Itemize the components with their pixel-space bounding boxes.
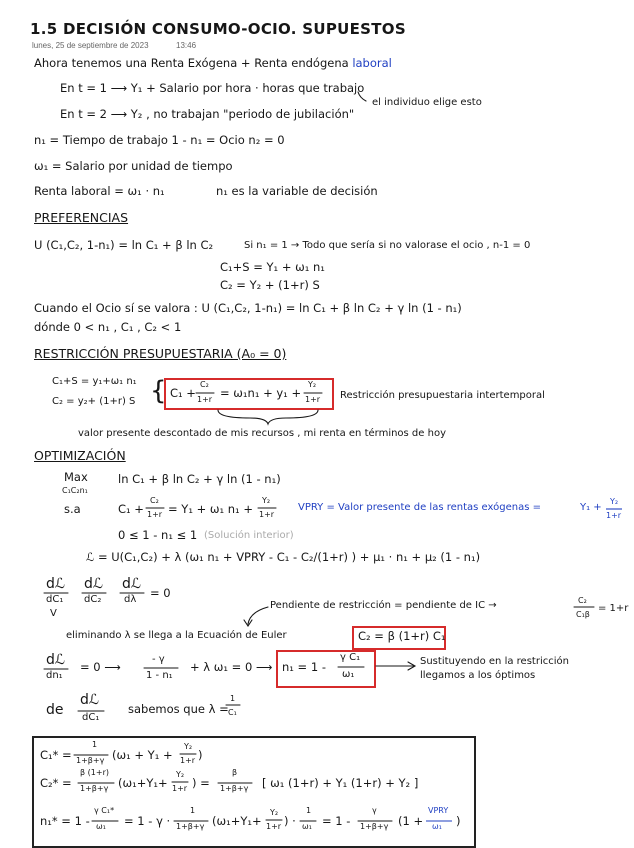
sustituyendo-2: llegamos a los óptimos	[420, 670, 536, 681]
lam-den: C₁	[228, 708, 237, 717]
rb-c1: C₁ +	[170, 386, 196, 400]
max-label: Max	[64, 470, 88, 484]
vpry-y1: Y₁ +	[580, 502, 602, 513]
optimizacion-header: OPTIMIZACIÓN	[34, 448, 126, 463]
constraint-c1: C₁+S = Y₁ + ω₁ n₁	[220, 260, 325, 274]
pendiente-text: Pendiente de restricción = pendiente de IC →	[270, 600, 497, 611]
dl-1: dℒ	[46, 576, 65, 592]
opt-1pr: 1+r	[147, 510, 163, 519]
utility-function: U (C₁,C₂, 1-n₁) = ln C₁ + β ln C₂	[34, 238, 214, 252]
intertemporal-label: Restricción presupuestaria intertemporal	[340, 390, 545, 401]
n1s-1pr: 1+r	[266, 822, 282, 831]
euler-equation: C₂ = β (1+r) C₁	[358, 629, 446, 643]
opt-rhs: = Y₁ + ω₁ n₁ +	[168, 502, 253, 516]
pend-c2: C₂	[578, 596, 587, 605]
n1s-eq: = 1 -	[322, 814, 351, 828]
de-word: de	[46, 702, 64, 718]
objective: ln C₁ + β ln C₂ + γ ln (1 - n₁)	[118, 472, 281, 486]
plus-lw: + λ ω₁ = 0 ⟶	[190, 660, 273, 674]
constraint-c2: C₂ = Y₂ + (1+r) S	[220, 278, 320, 292]
n1s-num: γ C₁*	[94, 806, 115, 815]
dn1-eq0: = 0 ⟶	[80, 660, 121, 674]
c2s-num2: β	[232, 768, 238, 777]
intro-line-1: Ahora tenemos una Renta Exógena + Renta endógena laboral	[34, 56, 392, 70]
brace-note: valor presente descontado de mis recursos , mi renta en términos de hoy	[78, 428, 446, 439]
ineq-constraint: 0 ≤ 1 - n₁ ≤ 1	[118, 528, 198, 542]
lagrangian: ℒ = U(C₁,C₂) + λ (ω₁ n₁ + VPRY - C₁ - C₂/(1+r) ) + μ₁ · n₁ + μ₂ (1 - n₁)	[86, 550, 481, 564]
opt-c2: C₂	[150, 496, 159, 505]
c1s-den: 1+β+γ	[76, 756, 105, 765]
rb-1pr: 1+r	[197, 395, 213, 404]
n1s-tail: (1 +	[398, 814, 424, 828]
c2s-mid: (ω₁+Y₁+	[118, 776, 168, 790]
n1s-vpry: VPRY	[428, 806, 449, 815]
pend-c1b: C₁β	[576, 610, 590, 619]
n1box-num: γ C₁	[340, 652, 361, 663]
c2s-den2: 1+β+γ	[220, 784, 249, 793]
lam-num: 1	[230, 694, 236, 703]
c2s-eq: ) =	[192, 776, 210, 790]
utility-note: Si n₁ = 1 → Todo que sería si no valorase el ocio , n-1 = 0	[244, 240, 531, 251]
dc1-1: dC₁	[46, 594, 64, 605]
domain-condition: dónde 0 < n₁ , C₁ , C₂ < 1	[34, 320, 182, 334]
n1s-one2: 1	[306, 806, 312, 815]
vpry-definition: VPRY = Valor presente de las rentas exógenas =	[298, 502, 541, 513]
c1-star: C₁* =	[40, 748, 72, 762]
dlam-1: dλ	[124, 594, 137, 605]
restr-eq-2: C₂ = y₂+ (1+r) S	[52, 396, 136, 407]
n1s-mid2: (ω₁+Y₁+	[212, 814, 262, 828]
n1s-gamma: γ	[372, 806, 377, 815]
c2s-num: β (1+r)	[80, 768, 109, 777]
n1-star: n₁* = 1 -	[40, 814, 90, 828]
n1box-den: ω₁	[342, 669, 355, 680]
dl-5: dℒ	[80, 692, 99, 708]
vpry-y2: Y₂	[610, 497, 619, 506]
solucion-interior: (Solución interior)	[204, 530, 294, 541]
rb-y2: Y₂	[308, 380, 317, 389]
pend-tail: = 1+r	[598, 603, 629, 614]
dl-3: dℒ	[122, 576, 141, 592]
n1s-dot: ) ·	[284, 814, 296, 828]
dn1: dn₁	[46, 670, 63, 681]
c2s-tail: [ ω₁ (1+r) + Y₁ (1+r) + Y₂ ]	[262, 776, 419, 790]
restr-eq-1: C₁+S = y₁+ω₁ n₁	[52, 376, 137, 387]
n1s-w: ω₁	[302, 822, 312, 831]
n1s-y2: Y₂	[270, 808, 279, 817]
intro-line-6a: Renta laboral = ω₁ · n₁	[34, 184, 165, 198]
c2s-den: 1+β+γ	[80, 784, 109, 793]
laboral-word: laboral	[352, 56, 392, 70]
c1s-num: 1	[92, 740, 98, 749]
sa-label: s.a	[64, 502, 81, 516]
c1s-y2: Y₂	[184, 742, 193, 751]
opt-1pr-2: 1+r	[259, 510, 275, 519]
dl-2: dℒ	[84, 576, 103, 592]
intro-line-6b: n₁ es la variable de decisión	[216, 184, 378, 198]
rb-c2: C₂	[200, 380, 209, 389]
v-mark: V	[50, 608, 57, 619]
note-time: 13:46	[176, 41, 197, 50]
restriccion-header: RESTRICCIÓN PRESUPUESTARIA (A₀ = 0)	[34, 346, 287, 361]
vpry-1pr: 1+r	[606, 511, 622, 520]
dl-4: dℒ	[46, 652, 65, 668]
n1s-close: )	[456, 814, 461, 828]
c1s-tail: (ω₁ + Y₁ +	[112, 748, 173, 762]
eliminando-text: eliminando λ se llega a la Ecuación de Euler	[66, 630, 287, 641]
brace-open: {	[150, 376, 167, 406]
intro-line-5: ω₁ = Salario por unidad de tiempo	[34, 159, 233, 173]
c2s-y2: Y₂	[176, 770, 185, 779]
c1s-close: )	[198, 748, 203, 762]
max-vars: C₁C₂n₁	[62, 486, 88, 495]
intro-line-4: n₁ = Tiempo de trabajo 1 - n₁ = Ocio n₂ = 0	[34, 133, 285, 147]
preferences-header: PREFERENCIAS	[34, 210, 129, 225]
intro-line-3: En t = 2 ⟶ Y₂ , no trabajan "periodo de jubilación"	[60, 107, 355, 121]
n1box-a: n₁ = 1 -	[282, 660, 326, 674]
c1s-1pr: 1+r	[180, 756, 196, 765]
n1s-den2: 1+β+γ	[176, 822, 205, 831]
sabemos: sabemos que λ =	[128, 702, 229, 716]
c2s-1pr: 1+r	[172, 784, 188, 793]
opt-c1: C₁ +	[118, 502, 144, 516]
rb-mid: = ω₁n₁ + y₁ +	[220, 386, 302, 400]
one-minus-n1: 1 - n₁	[146, 670, 173, 681]
n1s-w2: ω₁	[432, 822, 442, 831]
ocio-utility: Cuando el Ocio sí se valora : U (C₁,C₂, 1-n₁) = ln C₁ + β ln C₂ + γ ln (1 - n₁)	[34, 301, 462, 315]
foc-eq0: = 0	[150, 586, 171, 600]
minus-gamma: - γ	[152, 654, 165, 665]
sustituyendo-1: Sustituyendo en la restricción	[420, 656, 569, 667]
n1s-den3: 1+β+γ	[360, 822, 389, 831]
rb-1pr-2: 1+r	[305, 395, 321, 404]
note-date: lunes, 25 de septiembre de 2023	[32, 41, 149, 50]
n1s-one: 1	[190, 806, 196, 815]
dc1-2: dC₁	[82, 712, 100, 723]
n1s-mid: = 1 - γ ·	[124, 814, 171, 828]
page-title: 1.5 DECISIÓN CONSUMO-OCIO. SUPUESTOS	[30, 20, 406, 38]
dc2-1: dC₂	[84, 594, 102, 605]
intro-line-2: En t = 1 ⟶ Y₁ + Salario por hora · horas que trabajo	[60, 81, 365, 95]
c2-star: C₂* =	[40, 776, 72, 790]
n1s-den: ω₁	[96, 822, 106, 831]
intro-note: el individuo elige esto	[372, 97, 482, 108]
opt-y2: Y₂	[262, 496, 271, 505]
